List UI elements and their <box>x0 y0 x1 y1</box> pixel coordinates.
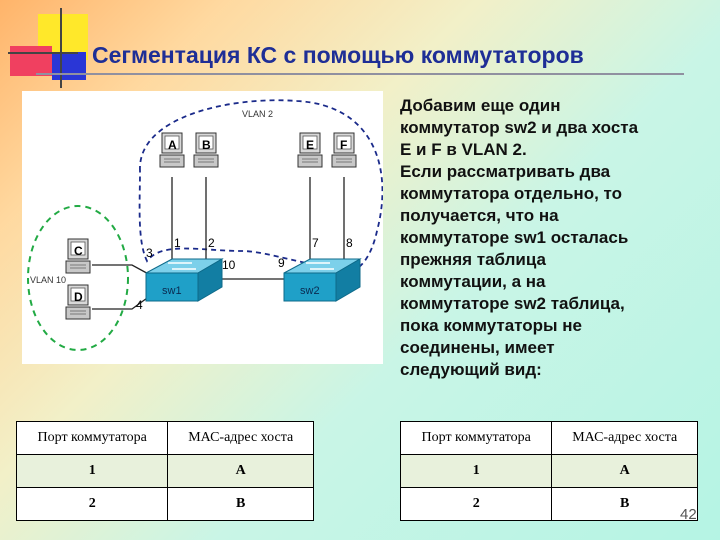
table-row <box>17 488 314 521</box>
host-a-label: A <box>168 138 177 152</box>
vlan10-label: VLAN 10 <box>30 275 67 285</box>
table-row <box>401 455 698 488</box>
host-b-label: B <box>202 138 211 152</box>
description-line: прежняя таблица <box>400 250 546 269</box>
port-8-label: 8 <box>346 236 353 250</box>
host-d-label: D <box>74 290 83 304</box>
switch-sw1-icon <box>146 259 222 301</box>
table-cell-port: 2 <box>401 488 552 521</box>
description-line: E и F в VLAN 2. <box>400 140 527 159</box>
deco-horizontal-line <box>8 52 78 54</box>
host-f-label: F <box>340 138 348 152</box>
page-number: 42 <box>680 506 697 523</box>
table-cell-port: 2 <box>17 488 168 521</box>
description-line: соединены, имеет <box>400 338 555 357</box>
page-title: Сегментация КС с помощью коммутаторов <box>92 42 584 68</box>
host-c-label: C <box>74 244 83 258</box>
description-line: следующий вид: <box>400 360 542 379</box>
table-cell-mac: A <box>552 455 698 488</box>
table-row <box>17 455 314 488</box>
switch-table-sw1 <box>16 421 314 521</box>
column-header-mac: МАС-адрес хоста <box>168 422 314 455</box>
switch-table-sw2 <box>400 421 698 521</box>
deco-blue-block <box>52 52 86 80</box>
description-text <box>400 95 700 381</box>
column-header-port: Порт коммутатора <box>17 422 168 455</box>
description-line: коммутатор sw2 и два хоста <box>400 118 639 137</box>
table-cell-mac: A <box>168 455 314 488</box>
description-line: коммутаторе sw2 таблица, <box>400 294 625 313</box>
port-3-label: 3 <box>146 246 153 260</box>
description-line: коммутации, а на <box>400 272 546 291</box>
table-header-row <box>401 422 698 455</box>
table-cell-mac: B <box>552 488 698 521</box>
table-header-row <box>17 422 314 455</box>
port-1-label: 1 <box>174 236 181 250</box>
description-line: коммутатора отдельно, то <box>400 184 623 203</box>
description-line: Если рассматривать два <box>400 162 611 181</box>
title-underline <box>36 73 684 75</box>
description-line: пока коммутаторы не <box>400 316 582 335</box>
table-cell-port: 1 <box>17 455 168 488</box>
vlan2-label: VLAN 2 <box>242 109 274 119</box>
description-line: Добавим еще один <box>400 96 561 115</box>
port-10-label: 10 <box>222 258 236 272</box>
network-diagram <box>22 91 383 364</box>
column-header-port: Порт коммутатора <box>401 422 552 455</box>
switch-sw2-icon <box>284 259 360 301</box>
deco-red-block <box>10 46 52 76</box>
switch-sw2-label: sw2 <box>300 285 320 297</box>
description-line: получается, что на <box>400 206 559 225</box>
port-9-label: 9 <box>278 256 285 270</box>
port-2-label: 2 <box>208 236 215 250</box>
port-7-label: 7 <box>312 236 319 250</box>
table-cell-mac: B <box>168 488 314 521</box>
table-row <box>401 488 698 521</box>
description-line: коммутаторе sw1 осталась <box>400 228 629 247</box>
switch-sw1-label: sw1 <box>162 285 182 297</box>
column-header-mac: МАС-адрес хоста <box>552 422 698 455</box>
table-cell-port: 1 <box>401 455 552 488</box>
host-e-label: E <box>306 138 315 152</box>
port-4-label: 4 <box>136 298 143 312</box>
deco-vertical-line <box>60 8 62 88</box>
